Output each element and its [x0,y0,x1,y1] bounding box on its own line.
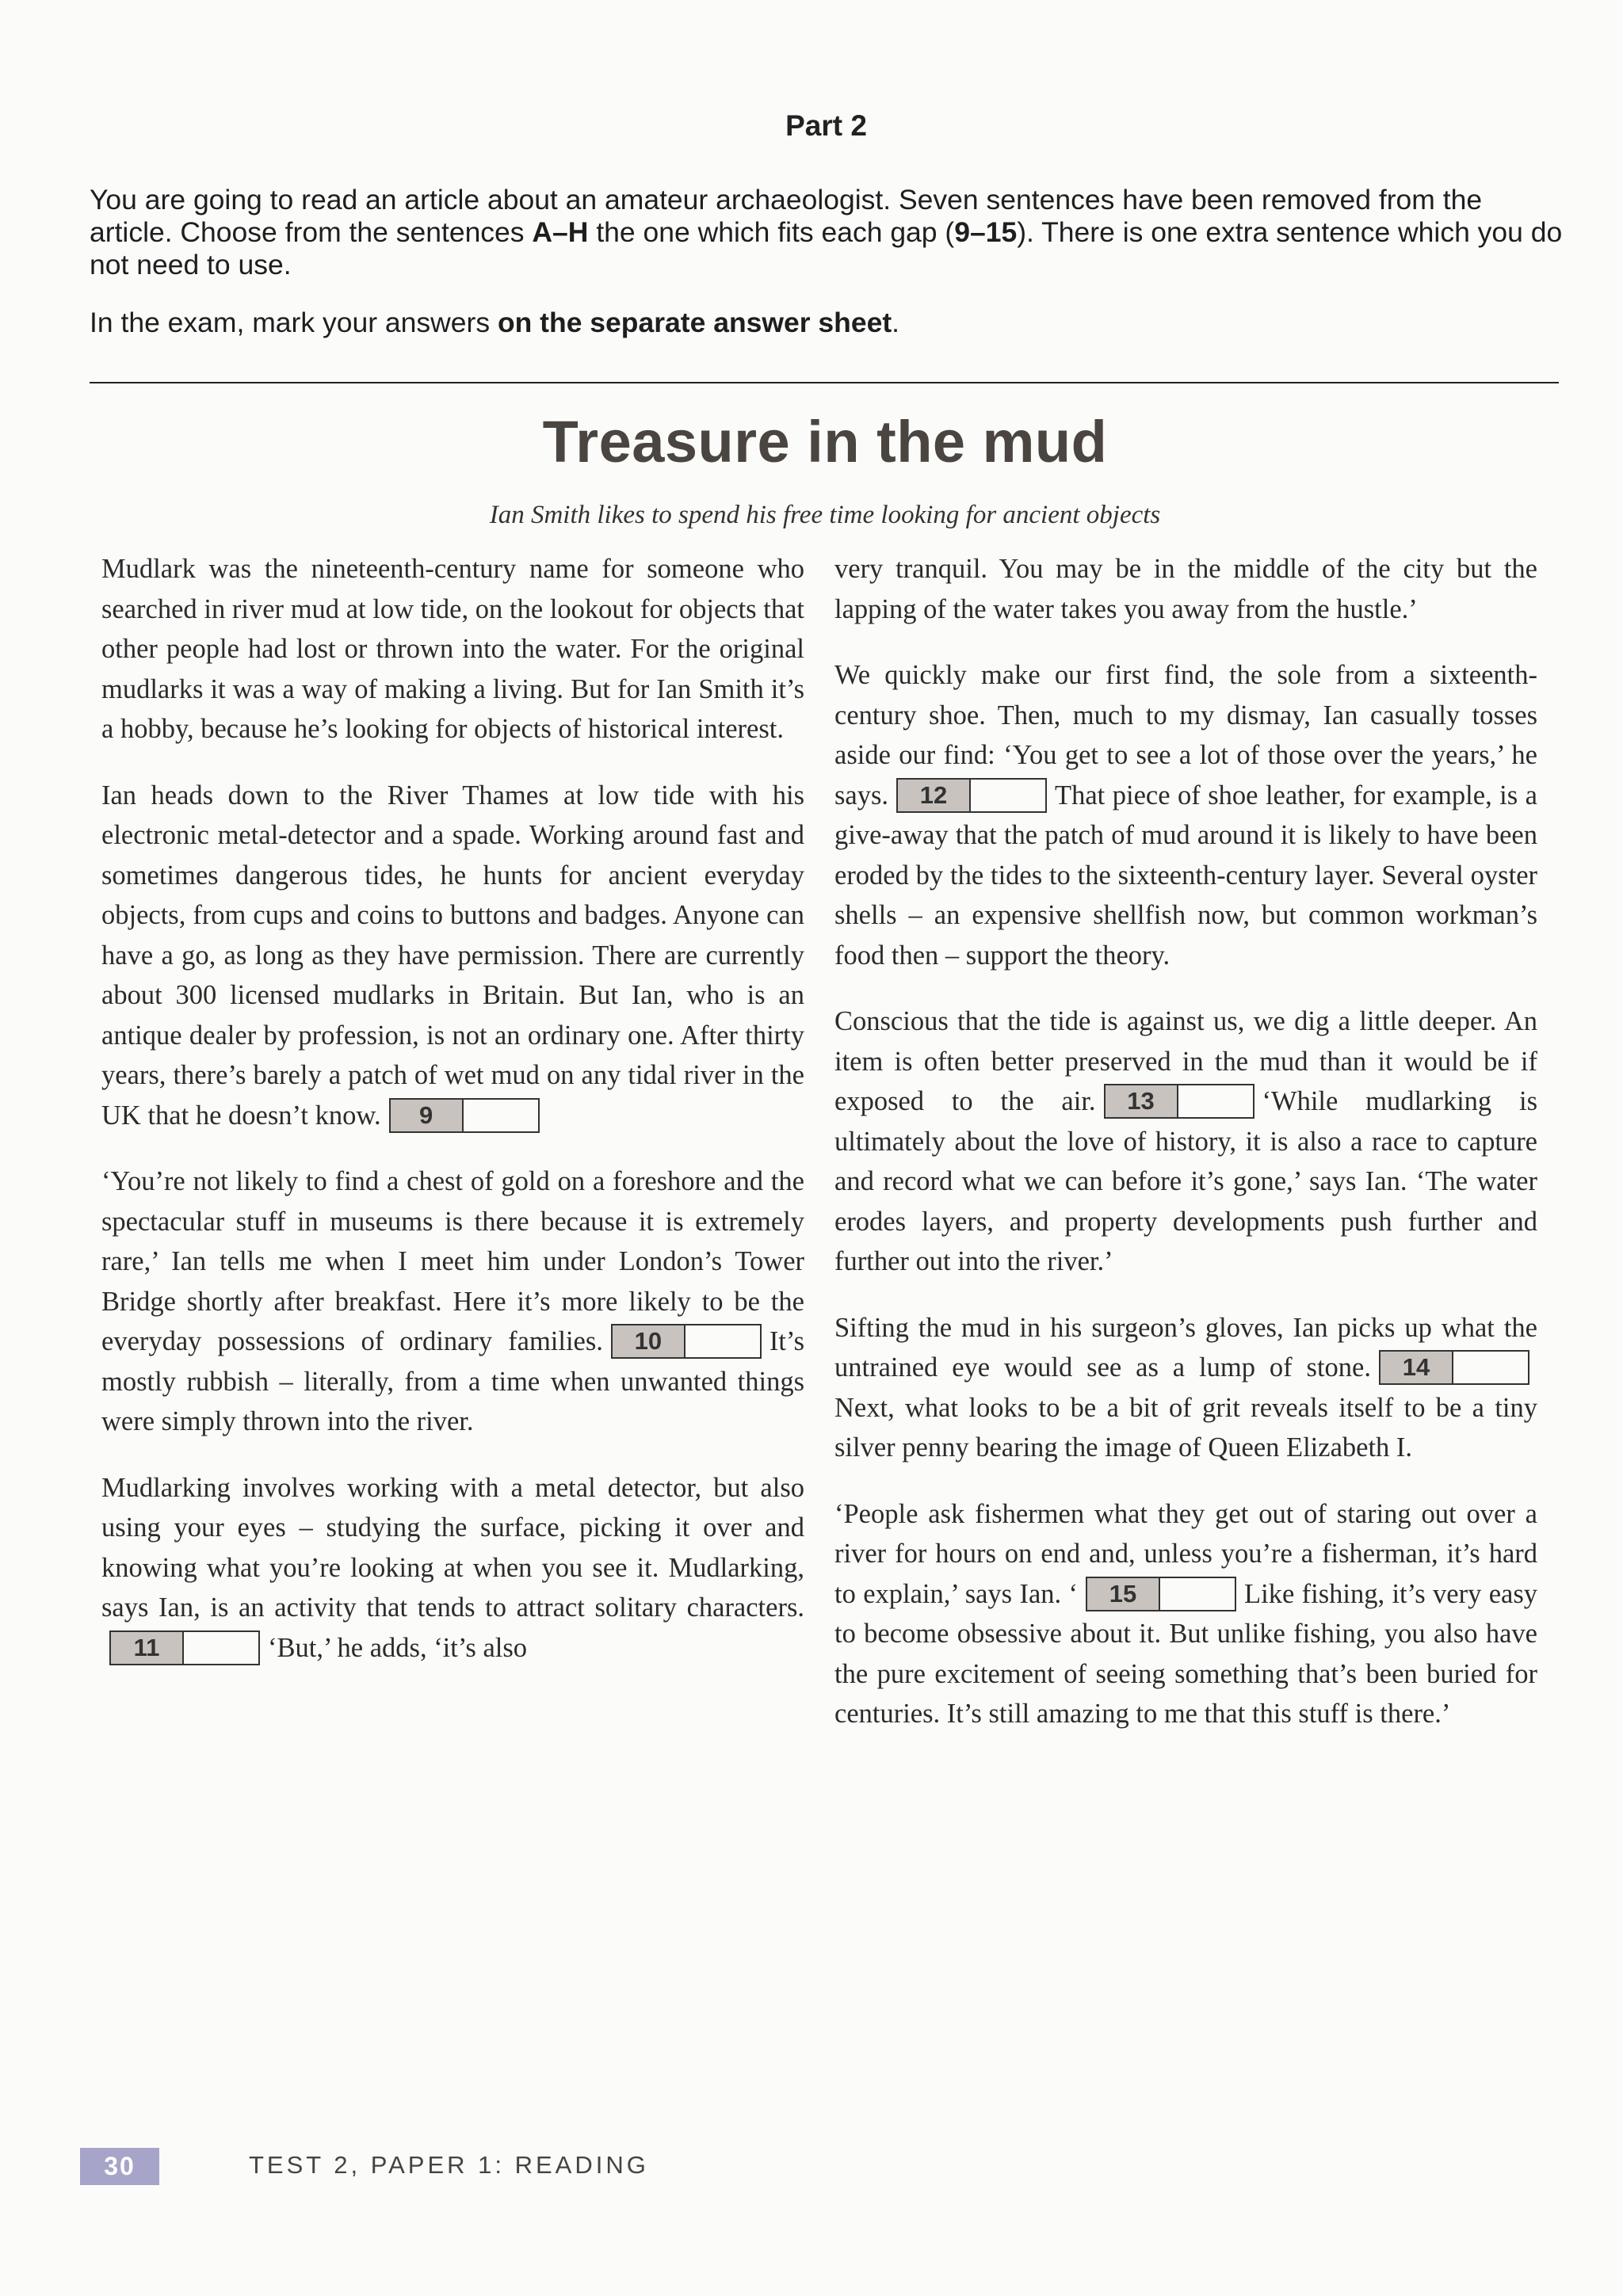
article-paragraph: Mudlarking involves working with a metal detector, but also using your eyes – studying the surface, picking it over and knowing what you’re looking at when you see it. Mudlarking, says Ian, is an activity that tends to attract solitary characters.11 ‘But,’ he adds, ‘it’s also [101,1468,804,1669]
answer-gap-11[interactable] [109,1630,260,1665]
article-paragraph: Conscious that the tide is against us, we dig a little deeper. An item is often better preserved in the mud than it would be if exposed to the air. 13 ‘While mudlarking is ultimately about the love of history, it is also a race to capture and record what we can before it’s gone,’ says Ian. ‘The water erodes layers, and property developments push further and further out into the river.’ [834,1006,1537,1276]
answer-gap-12[interactable] [896,778,1047,813]
answer-gap-9[interactable] [389,1098,540,1133]
answer-gap-15[interactable] [1086,1577,1236,1611]
gap-number: 11 [111,1632,184,1664]
gap-number: 14 [1381,1352,1453,1383]
article-paragraph: Ian heads down to the River Thames at low tide with his electronic metal-detector and a spade. Working around fast and sometimes dangerous tides, he hunts for ancient everyday objects, from cups and coins to buttons and badges. Anyone can have a go, as long as they have permission. There are currently about 300 licensed mudlarks in Britain. But Ian, who is an antique dealer by profession, is not an ordinary one. After thirty years, there’s barely a patch of wet mud on any tidal river in the UK that he doesn’t know. 9 [101,776,804,1136]
article-subtitle: Ian Smith likes to spend his free time looking for ancient objects [489,501,1161,529]
article-paragraph: very tranquil. You may be in the middle of the city but the lapping of the water takes you away from the hustle.’ [834,554,1537,624]
article-paragraph: ‘You’re not likely to find a chest of gold on a foreshore and the spectacular stuff in museums is there because it is extremely rare,’ Ian tells me when I meet him under London’s Tower Bridge shortly after breakfast. Here it’s more likely to be the everyday possessions of ordinary families. 10 It’s mostly rubbish – literally, from a time when unwanted things were simply thrown into the river. [101,1166,804,1436]
article-column-left [101,549,804,1694]
article-paragraph: Mudlark was the nineteenth-century name for someone who searched in river mud at low tide, on the lookout for objects that other people had lost or thrown into the water. For the original mudlarks it was a way of making a living. But for Ian Smith it’s a hobby, because he’s looking for objects of historical interest. [101,554,804,744]
article-title: Treasure in the mud [542,409,1108,475]
part-heading: Part 2 [785,109,867,142]
instructions-paragraph-2: In the exam, mark your answers on the separate answer sheet. [90,307,900,338]
answer-gap-13[interactable] [1104,1084,1254,1119]
gap-number: 10 [613,1325,685,1357]
instructions [90,184,1564,364]
page-number: 30 [80,2148,159,2185]
divider-rule [90,382,1559,383]
gap-number: 9 [391,1100,464,1131]
article-paragraph: Sifting the mud in his surgeon’s gloves, Ian picks up what the untrained eye would see as a lump of stone. 14Next, what looks to be a bit of grit reveals itself to be a tiny silver penny bearing the image of Queen Elizabeth I. [834,1312,1537,1463]
gap-number: 15 [1087,1578,1160,1610]
footer-label: TEST 2, PAPER 1: READING [249,2151,649,2179]
instructions-paragraph-1: You are going to read an article about an amateur archaeologist. Seven sentences have been removed from the article. Choose from the sentences A–H the one which fits each gap (9–15). There is one extra sentence which you do not need to use. [90,184,1563,280]
gap-number: 12 [898,780,971,811]
answer-gap-10[interactable] [611,1324,762,1359]
article-paragraph: We quickly make our first find, the sole from a sixteenth-century shoe. Then, much to my dismay, Ian casually tosses aside our find: ‘You get to see a lot of those over the years,’ he says. 12 That piece of shoe leather, for example, is a give-away that the patch of mud around it is likely to have been eroded by the tides to the sixteenth-century layer. Several oyster shells – an expensive shellfish now, but common workman’s food then – support the theory. [834,660,1537,971]
article-column-right [834,549,1537,1760]
article-paragraph: ‘People ask fishermen what they get out of staring out over a river for hours on end and, unless you’re a fisherman, it’s hard to explain,’ says Ian. ‘ 15 Like fishing, it’s very easy to become obsessive about it. But unlike fishing, you also have the pure excitement of seeing something that’s been buried for centuries. It’s still amazing to me that this stuff is there.’ [834,1498,1538,1729]
answer-gap-14[interactable] [1379,1350,1529,1385]
gap-number: 13 [1106,1085,1178,1117]
